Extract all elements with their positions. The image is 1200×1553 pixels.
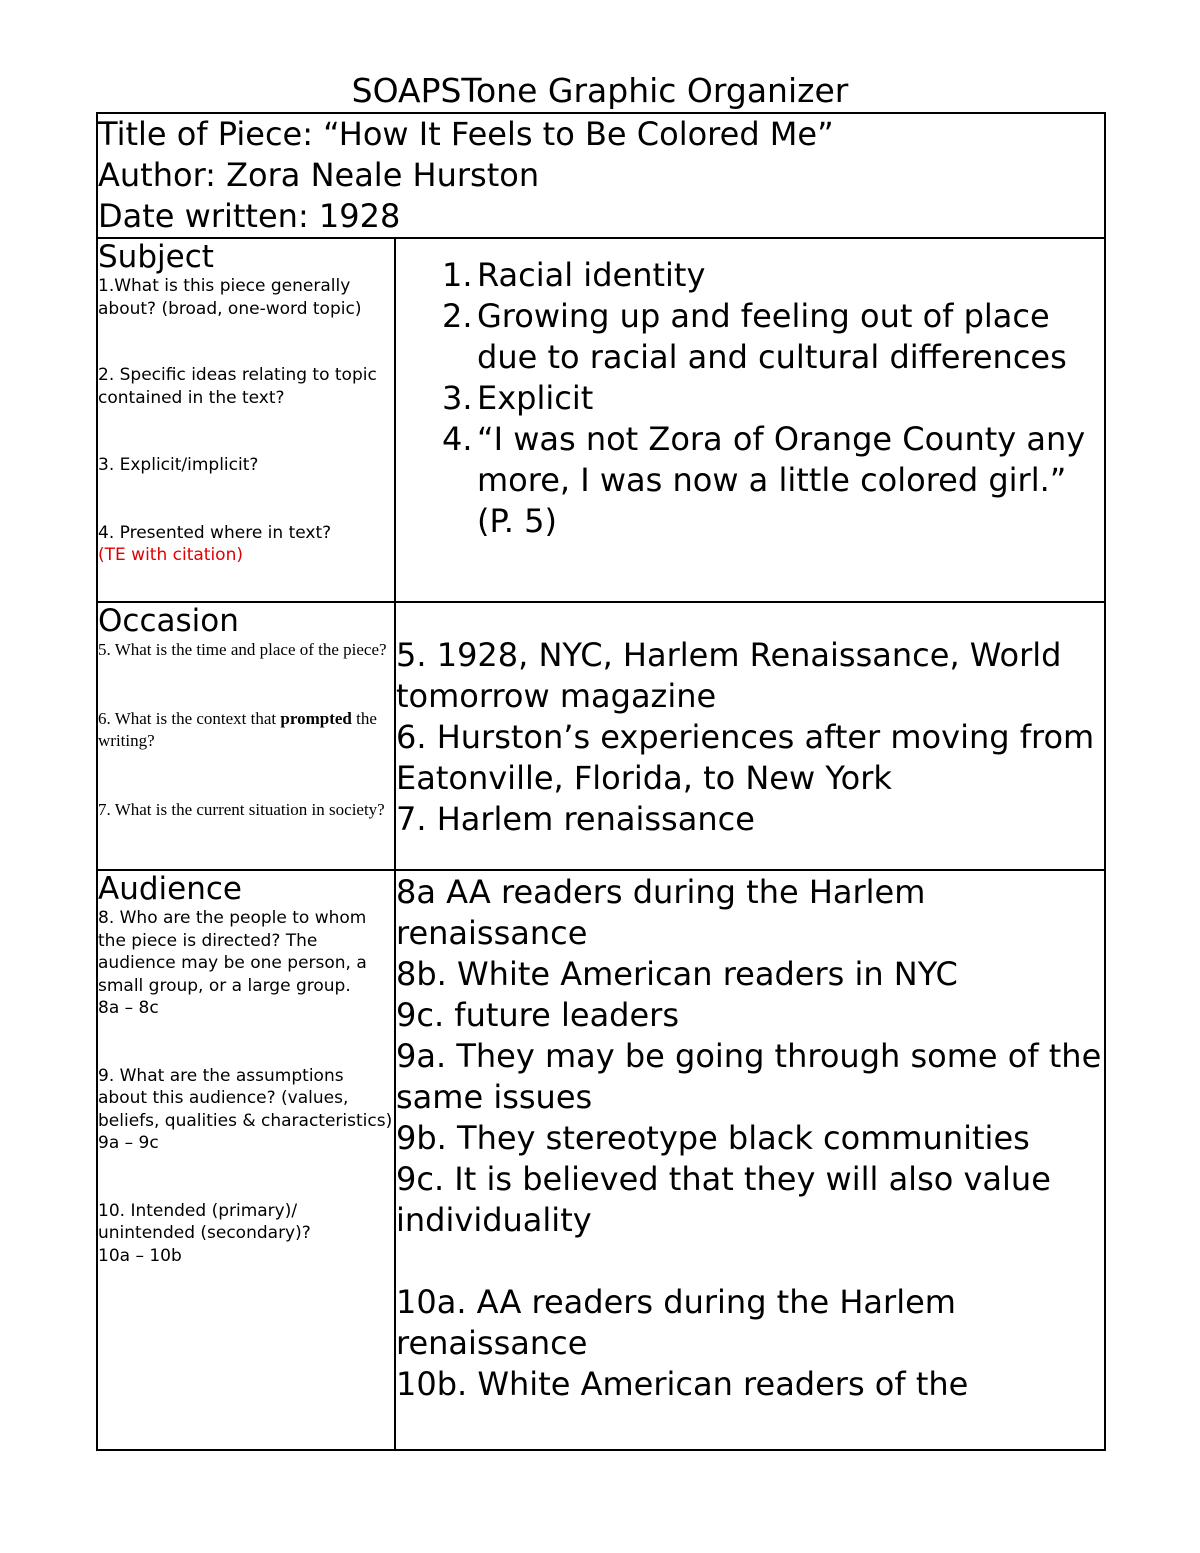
occasion-answer-5: 5. 1928, NYC, Harlem Renaissance, World tomorrow magazine — [396, 636, 1062, 715]
occasion-label: Occasion — [98, 603, 239, 639]
audience-question-9: 9. What are the assumptions about this audience? (values, beliefs, qualities & characteristics) — [98, 1065, 393, 1131]
header-cell — [97, 113, 1105, 238]
audience-answer-9a: 9a. They may be going through some of the same issues — [396, 1037, 1102, 1116]
audience-answer-9b: 9b. They stereotype black communities — [396, 1119, 1030, 1157]
occasion-prompt-cell — [97, 602, 395, 870]
subject-answer-1: 1. Racial identity — [442, 256, 706, 294]
audience-question-10: 10. Intended (primary)/ unintended (secondary)? — [98, 1200, 311, 1243]
subject-answer-3: 3. Explicit — [442, 379, 594, 417]
audience-answer-8b: 8b. White American readers in NYC — [396, 955, 958, 993]
audience-question-9-range: 9a – 9c — [98, 1133, 159, 1153]
audience-answers — [396, 871, 1104, 1405]
header-row — [97, 113, 1105, 238]
audience-question-10-range: 10a – 10b — [98, 1245, 182, 1266]
audience-row — [97, 870, 1105, 1450]
occasion-answers — [396, 603, 1104, 840]
audience-answer-9c-first: 9c. future leaders — [396, 996, 679, 1034]
audience-answer-10b: 10b. White American readers of the — [396, 1365, 969, 1403]
subject-row — [97, 238, 1105, 602]
audience-answer-10a: 10a. AA readers during the Harlem renaissance — [396, 1283, 956, 1362]
piece-date: Date written: 1928 — [98, 197, 401, 235]
subject-answer-4: 4. “I was not Zora of Orange County any more, I was now a little colored girl.” (P. 5) — [442, 420, 1086, 540]
audience-question-8: 8. Who are the people to whom the piece is directed? The audience may be one person, a small group, or a large group. — [98, 908, 367, 996]
subject-question-3: 3. Explicit/implicit? — [98, 455, 259, 475]
audience-answer-8a: 8a AA readers during the Harlem renaissance — [396, 873, 926, 952]
subject-label: Subject — [98, 239, 214, 275]
subject-question-4-note: (TE with citation) — [98, 545, 243, 565]
occasion-question-5: 5. What is the time and place of the piece? — [98, 640, 387, 659]
occasion-question-6: 6. What is the context that prompted the writing? — [98, 708, 377, 750]
subject-answer-2: 2. Growing up and feeling out of place due to racial and cultural differences — [442, 297, 1067, 376]
occasion-answer-cell — [395, 602, 1105, 870]
audience-label: Audience — [98, 871, 242, 907]
piece-title: Title of Piece: “How It Feels to Be Colored Me” — [98, 115, 834, 153]
occasion-question-7: 7. What is the current situation in society? — [98, 799, 385, 819]
subject-question-2: 2. Specific ideas relating to topic contained in the text? — [98, 365, 377, 408]
audience-answer-9c: 9c. It is believed that they will also value individuality — [396, 1160, 1051, 1239]
occasion-answer-7: 7. Harlem renaissance — [396, 800, 755, 838]
subject-question-1: 1.What is this piece generally about? (broad, one-word topic) — [98, 276, 362, 319]
subject-prompt-cell — [97, 238, 395, 602]
audience-prompt-cell — [97, 870, 395, 1450]
occasion-answer-6: 6. Hurston’s experiences after moving from Eatonville, Florida, to New York — [396, 718, 1095, 797]
subject-answer-cell — [395, 238, 1105, 602]
subject-answer-list — [396, 239, 1104, 542]
soapstone-table — [96, 112, 1106, 1451]
piece-author: Author: Zora Neale Hurston — [98, 156, 540, 194]
subject-question-4: 4. Presented where in text? — [98, 522, 332, 543]
audience-question-8-range: 8a – 8c — [98, 998, 159, 1018]
occasion-row — [97, 602, 1105, 870]
audience-answer-cell — [395, 870, 1105, 1450]
document-title: SOAPSTone Graphic Organizer — [351, 71, 849, 110]
